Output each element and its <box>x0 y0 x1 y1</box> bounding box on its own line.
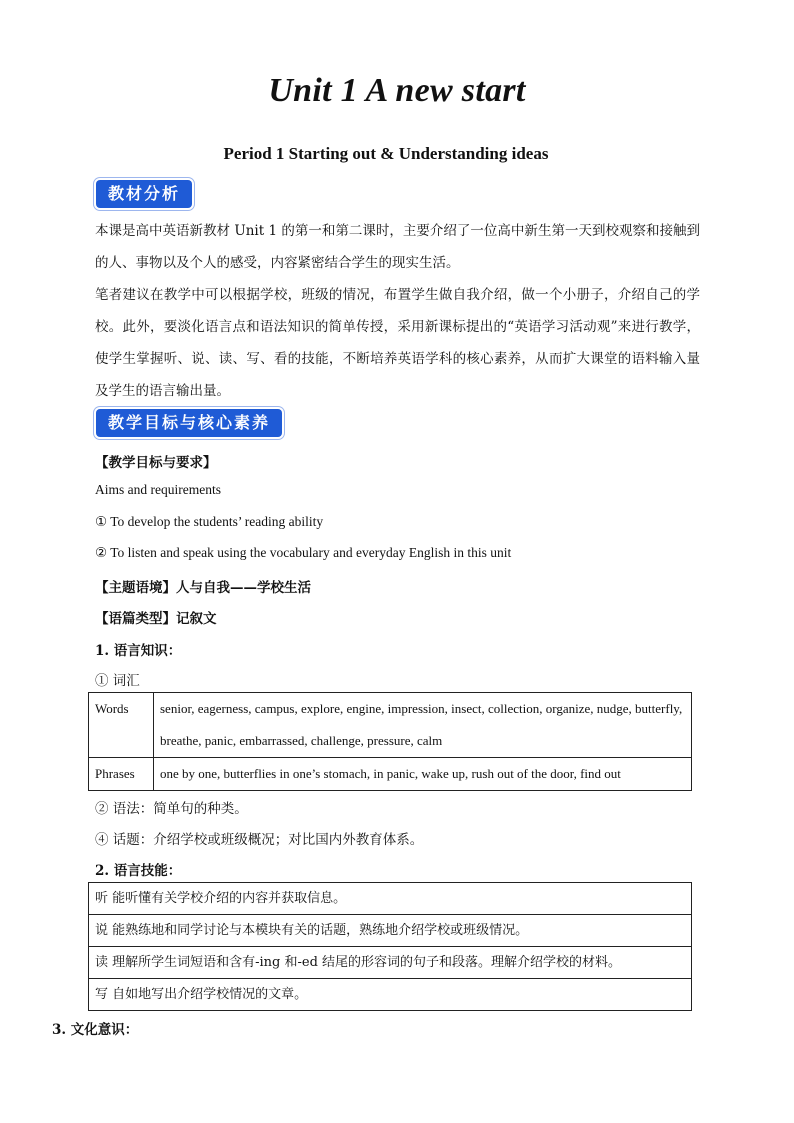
section-badge-goals-literacy: 教学目标与核心素养 <box>96 409 282 437</box>
language-skills-heading: 2. 语言技能： <box>95 863 182 879</box>
aims-label: Aims and requirements <box>95 482 221 497</box>
text-type <box>95 607 217 627</box>
skills-table <box>88 882 692 1011</box>
table-row <box>89 979 692 1011</box>
grammar-line: ② 语法：简单句的种类。 <box>95 801 248 817</box>
vocabulary-heading: ① 词汇 <box>95 673 140 689</box>
vocabulary-table <box>88 692 692 791</box>
goals-heading: 【教学目标与要求】 <box>95 455 217 471</box>
theme-value: 人与自我——学校生活 <box>176 580 311 596</box>
skill-listening: 听 能听懂有关学校介绍的内容并获取信息。 <box>89 883 692 915</box>
aim-item-1: ① To develop the students’ reading ability <box>95 514 324 529</box>
language-knowledge-heading: 1. 语言知识： <box>95 643 182 659</box>
section-badge-textbook-analysis: 教材分析 <box>96 180 192 208</box>
text-type-value: 记叙文 <box>176 611 217 627</box>
table-row <box>89 693 692 758</box>
table-row <box>89 758 692 791</box>
analysis-paragraphs <box>95 215 700 407</box>
words-label-cell: Words <box>89 693 154 758</box>
unit-title: Unit 1 A new start <box>268 72 526 109</box>
table-row <box>89 947 692 979</box>
phrases-label-cell: Phrases <box>89 758 154 791</box>
culture-heading: 3. 文化意识： <box>52 1022 139 1038</box>
words-value-cell: senior, eagerness, campus, explore, engine, impression, insect, collection, organize, nudge, butterfly, breathe, panic, embarrassed, challenge, pressure, calm <box>154 693 692 758</box>
table-row <box>89 915 692 947</box>
analysis-paragraph-1: 本课是高中英语新教材 Unit 1 的第一和第二课时，主要介绍了一位高中新生第一天到校观察和接触到的人、事物以及个人的感受，内容紧密结合学生的现实生活。 <box>95 223 700 271</box>
theme-label: 【主题语境】 <box>95 580 176 596</box>
skill-writing: 写 自如地写出介绍学校情况的文章。 <box>89 979 692 1011</box>
analysis-paragraph-2: 笔者建议在教学中可以根据学校，班级的情况，布置学生做自我介绍，做一个小册子，介绍自己的学校。此外，要淡化语言点和语法知识的简单传授，采用新课标提出的“英语学习活动观”来进行教学，使学生掌握听、说、读、写、看的技能，不断培养英语学科的核心素养，从而扩大课堂的语料输入量及学生的语言输出量。 <box>95 287 700 399</box>
aim-item-2: ② To listen and speak using the vocabulary and everyday English in this unit <box>95 545 512 560</box>
phrases-value-cell: one by one, butterflies in one’s stomach, in panic, wake up, rush out of the door, find out <box>154 758 692 791</box>
theme-context <box>95 576 311 596</box>
period-subtitle: Period 1 Starting out & Understanding ideas <box>223 144 549 163</box>
text-type-label: 【语篇类型】 <box>95 611 176 627</box>
skill-speaking: 说 能熟练地和同学讨论与本模块有关的话题，熟练地介绍学校或班级情况。 <box>89 915 692 947</box>
skill-reading: 读 理解所学生词短语和含有-ing 和-ed 结尾的形容词的句子和段落。理解介绍学校的材料。 <box>89 947 692 979</box>
table-row <box>89 883 692 915</box>
topic-line: ④ 话题：介绍学校或班级概况；对比国内外教育体系。 <box>95 832 424 848</box>
